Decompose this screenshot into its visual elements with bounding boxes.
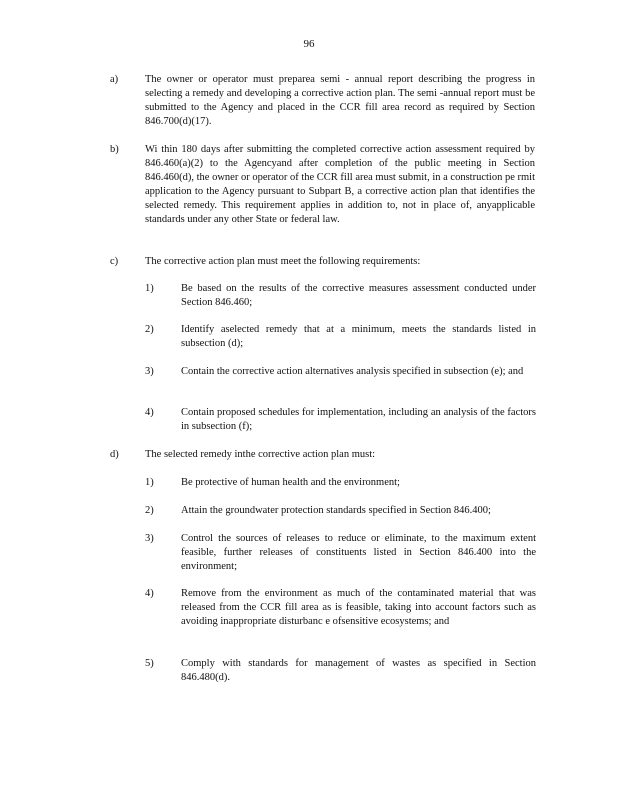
subparagraph-d-1-text: Be protective of human health and the environment; — [181, 477, 400, 488]
paragraph-c-text: The corrective action plan must meet the following requirements: — [145, 256, 421, 267]
subparagraph-d-3-text: Control the sources of releases to reduce or eliminate, to the maximum extent feasible, further releases of constituents listed in Section 846.400 into the environment; — [181, 533, 536, 572]
paragraph-b-text: Wi thin 180 days after submitting the completed corrective action assessment required by 846.460(a)(2) to the Agencyand after completion of the public meeting in Section 846.460(d), the owner or operator of the CCR fill area must submit, in a construction pe rmit application to the Agency pursuant to Subpart B, a corrective action plan that identifies the selected remedy. This requirement applies in addition to, not in place of, anyapplicable standards under any other State or federal law. — [145, 144, 535, 225]
subparagraph-c-4-label: 4) — [145, 407, 154, 418]
paragraph-d-text: The selected remedy inthe corrective action plan must: — [145, 449, 376, 460]
subparagraph-d-5-label: 5) — [145, 658, 154, 669]
subparagraph-d-1-label: 1) — [145, 477, 154, 488]
subparagraph-c-1-label: 1) — [145, 283, 154, 294]
subparagraph-c-3-text: Contain the corrective action alternatives analysis specified in subsection (e); and — [181, 366, 524, 377]
subparagraph-c-3-label: 3) — [145, 366, 154, 377]
subparagraph-c-1-text: Be based on the results of the corrective measures assessment conducted under Section 846.460; — [181, 283, 536, 308]
subparagraph-d-2-text: Attain the groundwater protection standards specified in Section 846.400; — [181, 505, 491, 516]
paragraph-d-label: d) — [110, 449, 119, 460]
subparagraph-d-4-label: 4) — [145, 588, 154, 599]
paragraph-a-label: a) — [110, 74, 119, 85]
subparagraph-d-3-label: 3) — [145, 533, 154, 544]
subparagraph-d-2-label: 2) — [145, 505, 154, 516]
page-number: 96 — [303, 38, 315, 50]
subparagraph-c-2-label: 2) — [145, 324, 154, 335]
paragraph-c-label: c) — [110, 256, 119, 267]
subparagraph-d-4-text: Remove from the environment as much of the contaminated material that was released from the CCR fill area as is feasible, taking into account factors such as avoiding inappropriate disturbanc e ofsensitive ecosystems; and — [181, 588, 536, 627]
subparagraph-c-4-text: Contain proposed schedules for implementation, including an analysis of the factors in subsection (f); — [181, 407, 536, 432]
paragraph-a-text: The owner or operator must preparea semi - annual report describing the progress in selecting a remedy and developing a corrective action plan. The semi -annual report must be submitted to the Agency and placed in the CCR fill area record as required by Section 846.700(d)(17). — [145, 74, 535, 127]
subparagraph-d-5-text: Comply with standards for management of wastes as specified in Section 846.480(d). — [181, 658, 536, 683]
paragraph-b-label: b) — [110, 144, 119, 155]
subparagraph-c-2-text: Identify aselected remedy that at a minimum, meets the standards listed in subsection (d); — [181, 324, 536, 349]
